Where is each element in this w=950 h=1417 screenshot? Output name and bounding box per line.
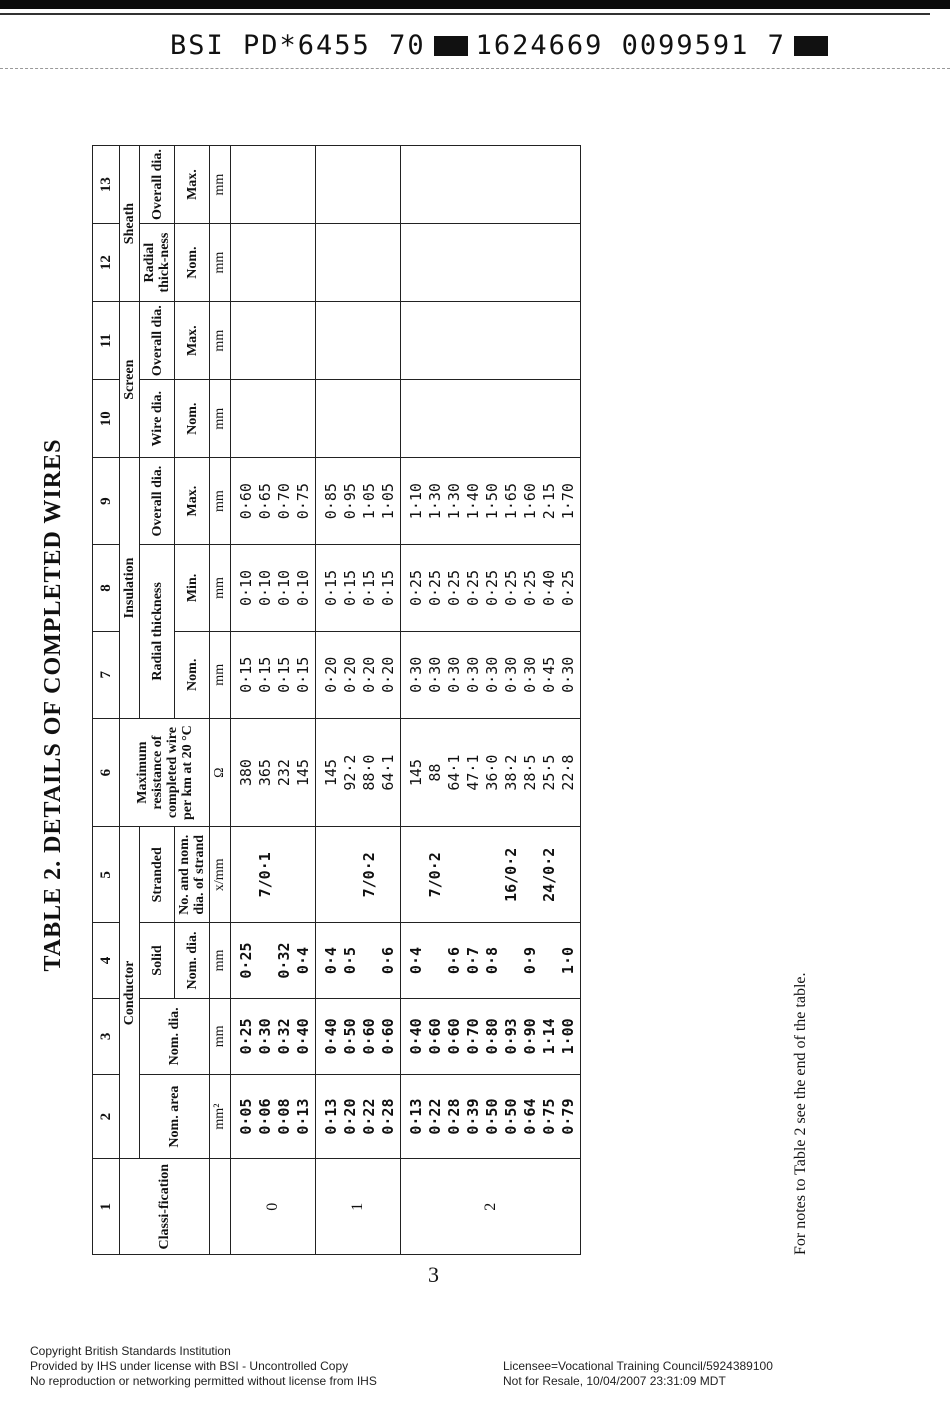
cell-value: 0·15 (341, 569, 359, 607)
classification-cell: 1 (316, 1159, 401, 1255)
cell-value: 0·20 (360, 656, 378, 693)
cell-value: 1·30 (445, 483, 463, 520)
cell-value: 0·25 (445, 569, 463, 607)
screen-group-header: Screen (120, 302, 140, 458)
cell-value: 145 (322, 759, 340, 787)
column-number-row (93, 146, 120, 1255)
table-title: TABLE 2. DETAILS OF COMPLETED WIRES (40, 438, 66, 972)
sheath-overall-dia-header: Overall dia. (140, 146, 175, 224)
cell-value: 0·28 (379, 1098, 397, 1135)
area-cell (231, 1074, 316, 1159)
classification-group-row (401, 146, 581, 1255)
cell-value: 0·15 (256, 656, 274, 693)
col-number: 6 (93, 718, 120, 827)
empty-cell (316, 146, 401, 224)
cell-value: 0·20 (379, 656, 397, 693)
table-body (210, 146, 581, 1255)
cell-value: 1·60 (521, 483, 539, 520)
cell-value: 0·85 (322, 483, 340, 520)
license-footer (503, 1359, 773, 1389)
cell-value: 365 (256, 759, 274, 787)
cell-value: 0·9 (521, 946, 539, 975)
table-notes: For notes to Table 2 see the end of the table. (792, 972, 809, 1255)
cell-value: 64·1 (379, 754, 397, 791)
group-header-row (120, 146, 140, 1255)
scr-max-header: Max. (175, 302, 210, 380)
stranded-cell (316, 827, 401, 923)
cell-value: 28·5 (521, 754, 539, 791)
cell-value: 0·15 (294, 656, 312, 693)
copyright-footer (30, 1344, 377, 1389)
solid-cell (401, 923, 581, 999)
cell-value: 0·30 (426, 656, 444, 693)
stranded-cell (231, 827, 316, 923)
cell-value: 0·06 (256, 1098, 274, 1135)
solid-nom-dia-header: Nom. dia. (175, 923, 210, 999)
cell-value (256, 926, 275, 995)
insulation-overall-dia-header: Overall dia. (140, 458, 175, 545)
cell-value: 1·30 (426, 483, 444, 520)
cell-value: 0·20 (322, 656, 340, 693)
classification-cell: 2 (401, 1159, 581, 1255)
cell-value: 0·40 (294, 1018, 312, 1055)
empty-cell (231, 380, 316, 458)
cell-value: 0·30 (256, 1018, 274, 1055)
ins-min-header: Min. (175, 545, 210, 632)
solid-header: Solid (140, 923, 175, 999)
cell-value: 0·93 (502, 1018, 520, 1055)
cell-value: 0·32 (275, 1018, 293, 1055)
units-cell: mm (210, 380, 231, 458)
cell-value: 24/0·2 (540, 847, 558, 902)
cell-value: 0·13 (407, 1098, 425, 1135)
cell-value (445, 831, 464, 920)
ins-max-cell (316, 458, 401, 545)
ins-nom-cell (316, 631, 401, 718)
cell-value: 0·6 (379, 946, 397, 975)
top-black-bar (0, 0, 950, 9)
sh-max-header: Max. (175, 146, 210, 224)
cell-value: 0·64 (521, 1098, 539, 1135)
units-cell: mm² (210, 1074, 231, 1159)
cell-value: 0·39 (464, 1098, 482, 1135)
cell-value: 0·25 (237, 942, 255, 979)
cell-value: 0·28 (445, 1098, 463, 1135)
units-cell: Ω (210, 718, 231, 827)
cell-value: 7/0·2 (360, 852, 378, 898)
footer-line: Not for Resale, 10/04/2007 23:31:09 MDT (503, 1374, 726, 1388)
empty-cell (231, 146, 316, 224)
cell-value: 0·25 (407, 569, 425, 607)
cell-value: 47·1 (464, 754, 482, 791)
col-number: 4 (93, 923, 120, 999)
cell-value: 38·2 (502, 754, 520, 791)
cell-value (360, 926, 379, 995)
stranded-header: Stranded (140, 827, 175, 923)
completed-wires-table (92, 145, 581, 1255)
screen-overall-dia-header: Overall dia. (140, 302, 175, 380)
cell-value: 0·32 (275, 942, 293, 979)
cell-value: 0·60 (426, 1018, 444, 1055)
ins-min-cell (401, 545, 581, 632)
empty-cell (401, 224, 581, 302)
cell-value: 0·15 (322, 569, 340, 607)
cell-value: 145 (294, 759, 312, 787)
sub-header-row (140, 146, 175, 1255)
resistance-cell (401, 718, 581, 827)
units-cell: mm (210, 146, 231, 224)
cell-value: 380 (237, 759, 255, 787)
cell-value: 1·05 (379, 483, 397, 520)
empty-cell (231, 302, 316, 380)
ins-nom-cell (401, 631, 581, 718)
cell-value: 0·15 (275, 656, 293, 693)
cell-value: 92·2 (341, 754, 359, 791)
page-number: 3 (428, 1262, 439, 1287)
cell-value: 0·30 (483, 656, 501, 693)
insulation-group-header: Insulation (120, 458, 140, 718)
cell-value: 1·70 (559, 483, 577, 520)
units-cell: mm (210, 302, 231, 380)
empty-cell (316, 302, 401, 380)
cell-value: 36·0 (483, 754, 501, 791)
cell-value: 0·4 (407, 946, 425, 975)
empty-cell (401, 380, 581, 458)
cell-value (559, 831, 578, 920)
cell-value: 1·00 (559, 1018, 577, 1055)
cell-value: 1·0 (559, 946, 577, 975)
ins-nom-header: Nom. (175, 631, 210, 718)
cell-value: 1·65 (502, 483, 520, 520)
col-number: 9 (93, 458, 120, 545)
dia-cell (401, 998, 581, 1074)
units-cell (210, 1159, 231, 1255)
classification-group-row (231, 146, 316, 1255)
cell-value: 0·20 (341, 1098, 359, 1135)
cell-value: 0·25 (502, 569, 520, 607)
dashed-rule (0, 68, 950, 70)
area-cell (316, 1074, 401, 1159)
resistance-cell (316, 718, 401, 827)
cell-value: 0·13 (294, 1098, 312, 1135)
col-number: 7 (93, 631, 120, 718)
cell-value: 0·75 (540, 1098, 558, 1135)
cell-value: 0·10 (237, 569, 255, 607)
cell-value: 0·10 (294, 569, 312, 607)
cell-value: 0·05 (237, 1098, 255, 1135)
cell-value: 0·8 (483, 946, 501, 975)
col-number: 2 (93, 1074, 120, 1159)
col-number: 10 (93, 380, 120, 458)
empty-cell (401, 146, 581, 224)
scr-nom-header: Nom. (175, 380, 210, 458)
cell-value: 0·40 (322, 1018, 340, 1055)
cell-value: 0·22 (360, 1098, 378, 1135)
document-code (170, 30, 836, 61)
ins-max-cell (401, 458, 581, 545)
cell-value: 0·25 (426, 569, 444, 607)
ins-max-cell (231, 458, 316, 545)
cell-value: 0·25 (237, 1018, 255, 1055)
cell-value: 0·70 (275, 483, 293, 520)
empty-cell (231, 224, 316, 302)
ins-nom-cell (231, 631, 316, 718)
sheath-group-header: Sheath (120, 146, 140, 302)
cell-value: 1·14 (540, 1018, 558, 1055)
cell-value: 0·25 (464, 569, 482, 607)
cell-value: 88·0 (360, 754, 378, 791)
document-code-left: BSI PD*6455 70 (170, 30, 426, 61)
strand-desc-header: No. and nom. dia. of strand (175, 827, 210, 923)
cell-value (275, 831, 294, 920)
redaction-block (794, 36, 828, 56)
footer-line: No reproduction or networking permitted without license from IHS (30, 1374, 377, 1388)
cell-value (521, 831, 540, 920)
units-cell: x/mm (210, 827, 231, 923)
col-number: 3 (93, 998, 120, 1074)
empty-cell (316, 380, 401, 458)
cell-value: 232 (275, 759, 293, 787)
conductor-group-header: Conductor (120, 827, 140, 1159)
col-number: 8 (93, 545, 120, 632)
cell-value: 1·50 (483, 483, 501, 520)
solid-cell (231, 923, 316, 999)
cell-value: 0·79 (559, 1098, 577, 1135)
cell-value: 0·45 (540, 656, 558, 693)
wire-dia-header: Wire dia. (140, 380, 175, 458)
nom-dia-header: Nom. dia. (140, 998, 210, 1074)
cell-value (464, 831, 483, 920)
ins-min-cell (231, 545, 316, 632)
empty-cell (401, 302, 581, 380)
cell-value (341, 831, 360, 920)
cell-value: 0·40 (407, 1018, 425, 1055)
cell-value (502, 926, 521, 995)
units-cell: mm (210, 631, 231, 718)
cell-value: 0·30 (559, 656, 577, 693)
cell-value: 0·6 (445, 946, 463, 975)
cell-value: 25·5 (540, 754, 558, 791)
cell-value: 0·80 (483, 1018, 501, 1055)
cell-value: 0·60 (379, 1018, 397, 1055)
rotated-table-area (40, 149, 810, 1255)
cell-value: 0·7 (464, 946, 482, 975)
cell-value: 0·30 (521, 656, 539, 693)
cell-value: 1·05 (360, 483, 378, 520)
redaction-block (434, 36, 468, 56)
units-cell: mm (210, 923, 231, 999)
solid-cell (316, 923, 401, 999)
cell-value: 0·30 (502, 656, 520, 693)
col-number: 12 (93, 224, 120, 302)
cell-value: 1·40 (464, 483, 482, 520)
col-number: 13 (93, 146, 120, 224)
cell-value: 0·13 (322, 1098, 340, 1135)
cell-value (426, 926, 445, 995)
footer-line: Provided by IHS under license with BSI - Uncontrolled Copy (30, 1359, 349, 1373)
cell-value: 0·30 (445, 656, 463, 693)
cell-value: 0·25 (483, 569, 501, 607)
cell-value: 0·15 (237, 656, 255, 693)
cell-value: 0·10 (275, 569, 293, 607)
cell-value (407, 831, 426, 920)
cell-value: 22·8 (559, 754, 577, 791)
cell-value: 1·10 (407, 483, 425, 520)
cell-value (237, 831, 256, 920)
cell-value: 7/0·1 (256, 852, 274, 898)
cell-value: 0·60 (360, 1018, 378, 1055)
cell-value: 0·50 (502, 1098, 520, 1135)
cell-value: 0·5 (341, 946, 359, 975)
footer-line: Licensee=Vocational Training Council/5924389100 (503, 1359, 773, 1373)
resistance-cell (231, 718, 316, 827)
cell-value: 0·15 (379, 569, 397, 607)
cell-value: 0·50 (483, 1098, 501, 1135)
col-number: 5 (93, 827, 120, 923)
cell-value (483, 831, 502, 920)
sheath-radial-thickness-header: Radial thick-ness (140, 224, 175, 302)
cell-value: 145 (407, 759, 425, 787)
area-cell (401, 1074, 581, 1159)
cell-value: 0·25 (521, 569, 539, 607)
cell-value: 0·22 (426, 1098, 444, 1135)
resistance-header: Maximum resistance of completed wire per km at 20 °C (120, 718, 210, 827)
units-cell: mm (210, 458, 231, 545)
units-cell: mm (210, 545, 231, 632)
top-rule (0, 13, 930, 15)
radial-thickness-header: Radial thickness (140, 545, 175, 719)
cell-value: 0·75 (294, 483, 312, 520)
col-number: 11 (93, 302, 120, 380)
cell-value: 88 (426, 763, 444, 782)
cell-value (294, 831, 313, 920)
cell-value (322, 831, 341, 920)
cell-value: 0·60 (445, 1018, 463, 1055)
units-cell: mm (210, 998, 231, 1074)
dia-cell (316, 998, 401, 1074)
classification-group-row (316, 146, 401, 1255)
document-code-right: 1624669 0099591 7 (475, 30, 786, 61)
cell-value: 0·40 (540, 569, 558, 607)
cell-value (540, 926, 559, 995)
units-row (210, 146, 231, 1255)
cell-value: 0·90 (521, 1018, 539, 1055)
cell-value: 16/0·2 (502, 847, 520, 902)
cell-value: 0·60 (237, 483, 255, 520)
cell-value: 7/0·2 (426, 852, 444, 898)
stranded-cell (401, 827, 581, 923)
cell-value: 0·70 (464, 1018, 482, 1055)
cell-value: 0·95 (341, 483, 359, 520)
cell-value: 0·50 (341, 1018, 359, 1055)
classification-header: Classi-fication (120, 1159, 210, 1255)
ins-min-cell (316, 545, 401, 632)
cell-value: 0·10 (256, 569, 274, 607)
nom-area-header: Nom. area (140, 1074, 210, 1159)
units-cell: mm (210, 224, 231, 302)
cell-value: 0·4 (294, 946, 312, 975)
footer-line: Copyright British Standards Institution (30, 1344, 231, 1358)
cell-value: 0·15 (360, 569, 378, 607)
col-number: 1 (93, 1159, 120, 1255)
cell-value: 2·15 (540, 483, 558, 520)
cell-value: 0·4 (322, 946, 340, 975)
cell-value: 0·25 (559, 569, 577, 607)
classification-cell: 0 (231, 1159, 316, 1255)
ins-max-header: Max. (175, 458, 210, 545)
empty-cell (316, 224, 401, 302)
sh-nom-header: Nom. (175, 224, 210, 302)
cell-value (379, 831, 398, 920)
cell-value: 0·20 (341, 656, 359, 693)
dia-cell (231, 998, 316, 1074)
cell-value: 0·30 (407, 656, 425, 693)
cell-value: 64·1 (445, 754, 463, 791)
cell-value: 0·65 (256, 483, 274, 520)
cell-value: 0·08 (275, 1098, 293, 1135)
cell-value: 0·30 (464, 656, 482, 693)
